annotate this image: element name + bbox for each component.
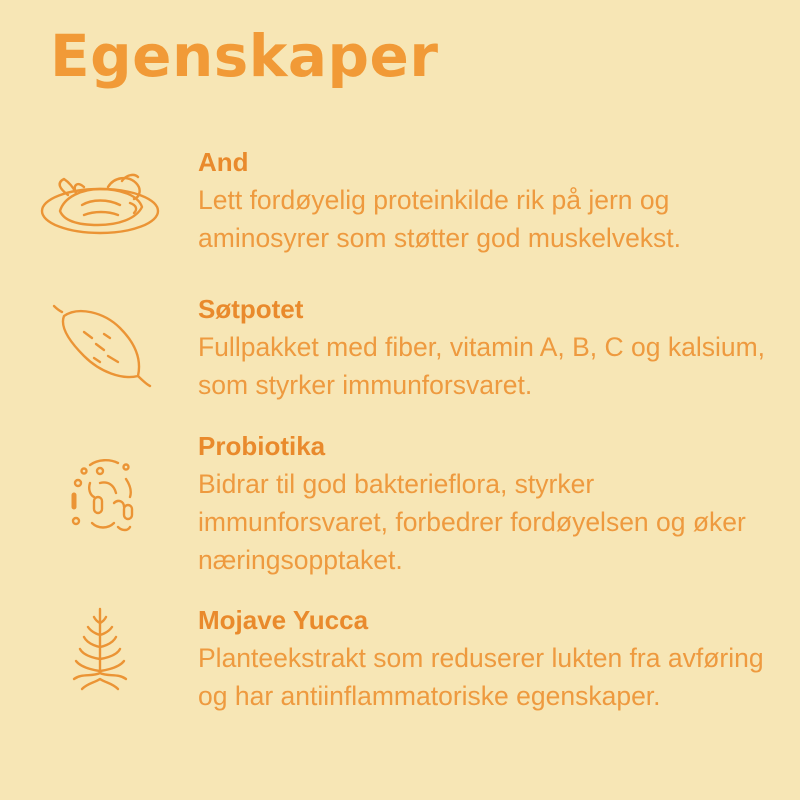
feature-title: Probiotika <box>198 431 326 461</box>
feature-description: Planteekstrakt som reduserer lukten fra avføring og har antiinflammatoriske egenskaper. <box>198 643 764 711</box>
sweet-potato-icon <box>38 296 168 396</box>
page-title: Egenskaper <box>50 22 439 90</box>
yucca-plant-icon <box>38 603 168 703</box>
feature-description: Lett fordøyelig proteinkilde rik på jern og aminosyrer som støtter god muskelvekst. <box>198 185 682 253</box>
probiotic-bacteria-icon <box>38 449 168 549</box>
feature-description: Bidrar til god bakterieflora, styrker immunforsvaret, forbedrer fordøyelsen og øker næringsopptaket. <box>198 469 746 575</box>
feature-description: Fullpakket med fiber, vitamin A, B, C og kalsium, som styrker immunforsvaret. <box>198 332 766 400</box>
feature-title: Mojave Yucca <box>198 605 369 635</box>
feature-title: And <box>198 147 249 177</box>
roast-duck-on-plate-icon <box>38 159 168 259</box>
feature-title: Søtpotet <box>198 294 304 324</box>
